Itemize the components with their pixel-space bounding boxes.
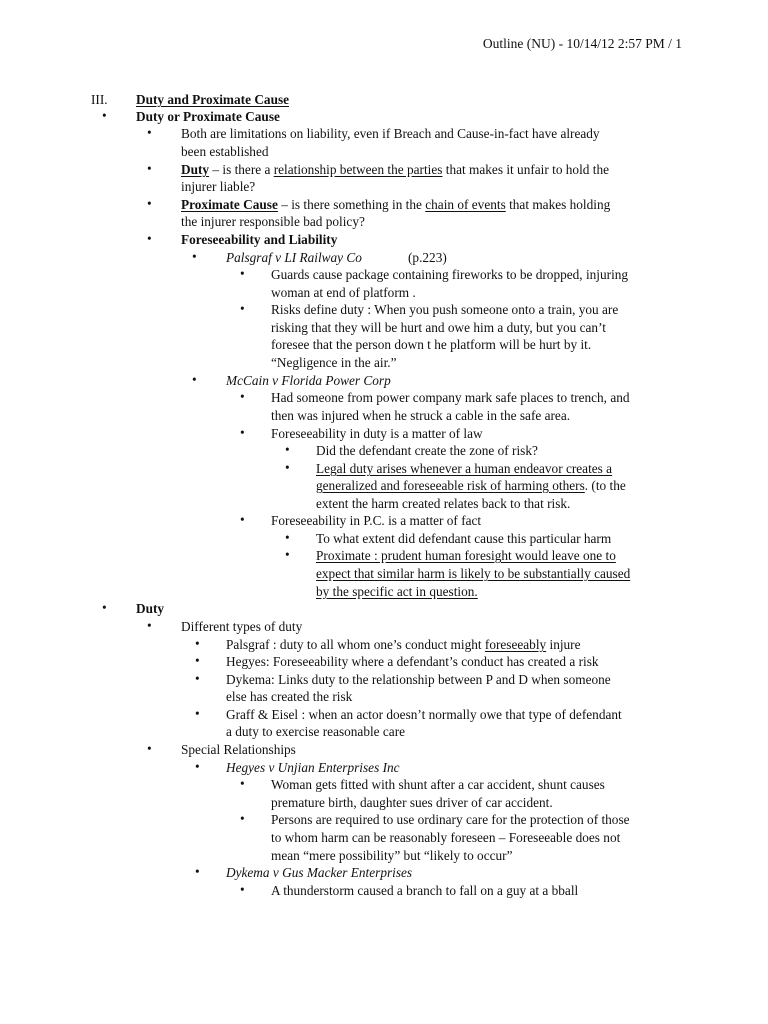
- text-line: Guards cause package containing fireworks to be dropped, injuring: [271, 267, 629, 282]
- text-line: Woman gets fitted with shunt after a car accident, shunt causes: [271, 777, 605, 792]
- text-line: Risks define duty : When you push someone onto a train, you are: [271, 302, 619, 317]
- bullet: •: [240, 811, 245, 826]
- heading-foreseeability: Foreseeability and Liability: [181, 232, 338, 247]
- text-line: else has created the risk: [226, 689, 353, 704]
- bullet: •: [240, 512, 245, 527]
- bullet: •: [240, 425, 245, 440]
- case-name: Palsgraf v LI Railway Co: [226, 250, 362, 265]
- text-line: [226, 636, 581, 654]
- bullet: •: [102, 600, 107, 615]
- bullet: •: [240, 301, 245, 316]
- page-ref: (p.223): [408, 250, 447, 265]
- text-line: Did the defendant create the zone of risk?: [316, 443, 538, 458]
- bullet: •: [195, 671, 200, 686]
- text-line: risking that they will be hurt and owe him a duty, but you can’t: [271, 320, 606, 335]
- text-line: Special Relationships: [181, 742, 296, 757]
- text-run: . (to the: [584, 478, 626, 493]
- bullet: •: [285, 547, 290, 562]
- bullet: •: [285, 460, 290, 475]
- bullet: •: [285, 530, 290, 545]
- text-line: Graff & Eisel : when an actor doesn’t normally owe that type of defendant: [226, 707, 622, 722]
- text-line: premature birth, daughter sues driver of car accident.: [271, 795, 553, 810]
- underlined-phrase: generalized and foreseeable risk of harming others: [316, 478, 585, 493]
- heading-duty: Duty: [136, 601, 165, 616]
- heading-duty-or-pc: Duty or Proximate Cause: [136, 109, 280, 124]
- underlined-phrase: Legal duty arises whenever a human endeavor creates a: [316, 461, 613, 476]
- bullet: •: [195, 864, 200, 879]
- text-line: Different types of duty: [181, 619, 303, 634]
- text-line: A thunderstorm caused a branch to fall on a guy at a bball: [271, 883, 579, 898]
- text-line: a duty to exercise reasonable care: [226, 724, 406, 739]
- bullet: •: [240, 389, 245, 404]
- text-line: foresee that the person down t he platform will be hurt by it.: [271, 337, 592, 352]
- text-run: Palsgraf : duty to all whom one’s conduct might: [226, 637, 485, 652]
- underlined-phrase: foreseeably: [484, 637, 547, 652]
- bullet: •: [195, 636, 200, 651]
- case-name: Dykema v Gus Macker Enterprises: [226, 865, 413, 880]
- text-line: been established: [181, 144, 269, 159]
- text-line: Foreseeability in duty is a matter of law: [271, 426, 483, 441]
- case-name: McCain v Florida Power Corp: [226, 373, 391, 388]
- text-run: that makes holding: [505, 197, 611, 212]
- underlined-phrase: Proximate : prudent human foresight would leave one to: [316, 548, 616, 563]
- text-line: To what extent did defendant cause this particular harm: [316, 531, 612, 546]
- case-name: Hegyes v Unjian Enterprises Inc: [226, 760, 400, 775]
- bullet: •: [147, 125, 152, 140]
- text-line: to whom harm can be reasonably foreseen – Foreseeable does not: [271, 830, 621, 845]
- text-line: Persons are required to use ordinary care for the protection of those: [271, 812, 630, 827]
- text-line: [316, 477, 626, 495]
- underlined-phrase: by the specific act in question.: [316, 584, 478, 599]
- bullet: •: [195, 653, 200, 668]
- text-line: Foreseeability in P.C. is a matter of fact: [271, 513, 482, 528]
- section-title: Duty and Proximate Cause: [136, 92, 290, 107]
- text-line: mean “mere possibility” but “likely to occur”: [271, 848, 513, 863]
- text-run: injure: [546, 637, 581, 652]
- text-line: “Negligence in the air.”: [271, 355, 397, 370]
- bullet: •: [147, 231, 152, 246]
- bullet: •: [102, 108, 107, 123]
- duty-definition: [181, 161, 609, 179]
- bullet: •: [147, 196, 152, 211]
- section-number: III.: [91, 92, 108, 107]
- text-run: – is there something in the: [277, 197, 426, 212]
- underlined-phrase: chain of events: [425, 197, 506, 212]
- bullet: •: [147, 741, 152, 756]
- underlined-phrase: expect that similar harm is likely to be substantially caused: [316, 566, 631, 581]
- bullet: •: [285, 442, 290, 457]
- text-line: woman at end of platform .: [271, 285, 416, 300]
- bullet: •: [240, 266, 245, 281]
- text-line: the injurer responsible bad policy?: [181, 214, 365, 229]
- proximate-definition: [181, 196, 610, 214]
- text-run: that makes it unfair to hold the: [442, 162, 609, 177]
- bullet: •: [195, 706, 200, 721]
- bullet: •: [192, 249, 197, 264]
- text-run: – is there a: [209, 162, 274, 177]
- term-proximate-cause: Proximate Cause: [181, 197, 278, 212]
- page-header: Outline (NU) - 10/14/12 2:57 PM / 1: [482, 36, 682, 51]
- text-line: injurer liable?: [181, 179, 256, 194]
- term-duty: Duty: [181, 162, 210, 177]
- bullet: •: [147, 161, 152, 176]
- bullet: •: [240, 882, 245, 897]
- text-line: Had someone from power company mark safe places to trench, and: [271, 390, 630, 405]
- text-line: extent the harm created relates back to that risk.: [316, 496, 571, 511]
- text-line: then was injured when he struck a cable in the safe area.: [271, 408, 571, 423]
- underlined-phrase: relationship between the parties: [273, 162, 443, 177]
- bullet: •: [147, 618, 152, 633]
- text-line: Hegyes: Foreseeability where a defendant’s conduct has created a risk: [226, 654, 599, 669]
- bullet: •: [240, 776, 245, 791]
- text-line: Both are limitations on liability, even if Breach and Cause-in-fact have already: [181, 126, 600, 141]
- bullet: •: [195, 759, 200, 774]
- text-line: Dykema: Links duty to the relationship between P and D when someone: [226, 672, 611, 687]
- bullet: •: [192, 372, 197, 387]
